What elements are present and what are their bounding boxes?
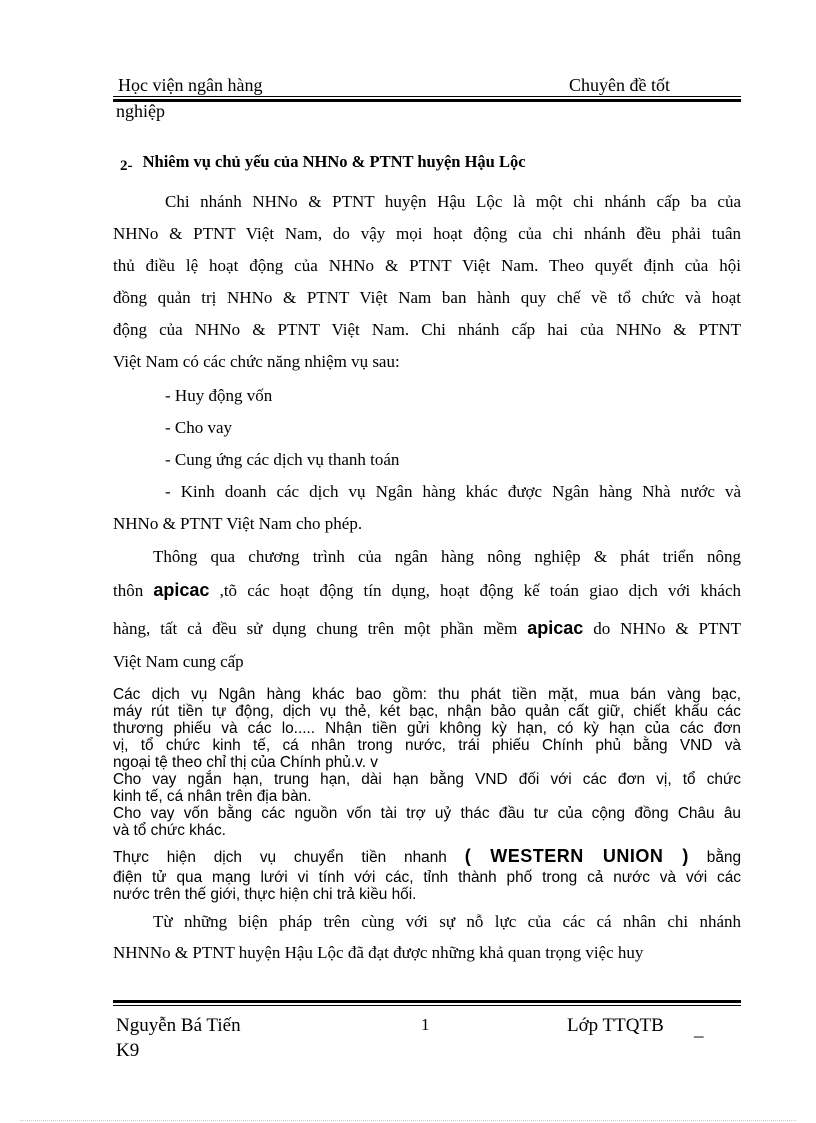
services-line: thương phiếu và các lo..... Nhận tiền gửi không kỳ hạn, có kỳ hạn của các đơn [113, 720, 741, 737]
footer-rule-thick [113, 1000, 741, 1003]
bullet-item: - Kinh doanh các dịch vụ Ngân hàng khác được Ngân hàng Nhà nước và [165, 482, 741, 501]
page-edge-dotted [20, 1120, 796, 1121]
loans-line: Cho vay ngắn hạn, trung hạn, dài hạn bằng VND đối với các đơn vị, tổ chức [113, 771, 741, 788]
foreign-line: và tổ chức khác. [113, 822, 226, 839]
para2-line: Việt Nam cung cấp [113, 652, 244, 671]
header-topic-wrap: nghiệp [116, 101, 165, 121]
western-line [113, 848, 741, 866]
western-text: bằng [688, 849, 742, 866]
footer-underscore: _ [694, 1019, 704, 1040]
western-line: điện tử qua mạng lưới vi tính với các, tỉnh thành phố trong cả nước và với các [113, 869, 741, 886]
services-line: ngoại tệ theo chỉ thị của Chính phủ.v. v [113, 754, 378, 771]
western-union-brand: ( WESTERN UNION ) [464, 846, 689, 866]
western-line: nước trên thế giới, thực hiện chi trả kiều hối. [113, 886, 417, 903]
footer-author-cont: K9 [116, 1040, 140, 1061]
para1-line: Chi nhánh NHNo & PTNT huyện Hậu Lộc là một chi nhánh cấp ba của [165, 192, 741, 211]
header-rule-thin [113, 96, 741, 97]
bullet-item: - Cho vay [165, 418, 233, 437]
para1-line: đồng quản trị NHNo & PTNT Việt Nam ban hành quy chế về tổ chức và hoạt [113, 288, 741, 307]
bullet-item: - Cung ứng các dịch vụ thanh toán [165, 450, 400, 469]
section-number: 2- [120, 158, 133, 174]
header-institution: Học viện ngân hàng [118, 75, 263, 95]
services-line: Các dịch vụ Ngân hàng khác bao gồm: thu phát tiền mặt, mua bán vàng bạc, [113, 686, 741, 703]
para2-text: ,tõ các hoạt động tín dụng, hoạt động kế toán giao dịch với khách [209, 581, 741, 600]
conclusion-line: NHNNo & PTNT huyện Hậu Lộc đã đạt được những khả quan trọng việc huy [113, 943, 644, 962]
para1-line: NHNo & PTNT Việt Nam, do vậy mọi hoạt động của chi nhánh đều phải tuân [113, 224, 741, 243]
apicac-term: apicac [153, 580, 210, 600]
header-topic: Chuyên đề tốt [569, 75, 670, 95]
para1-line: Việt Nam có các chức năng nhiệm vụ sau: [113, 352, 400, 371]
conclusion-line: Từ những biện pháp trên cùng với sự nỗ lực của các cá nhân chi nhánh [153, 912, 741, 931]
para2-text: thôn [113, 581, 154, 600]
bullet-continuation: NHNo & PTNT Việt Nam cho phép. [113, 514, 363, 533]
services-line: máy rút tiền tự động, dịch vụ thẻ, két bạc, nhận bảo quản cất giữ, chiết khấu các [113, 703, 741, 720]
para2-text: hàng, tất cả đều sử dụng chung trên một phần mềm [113, 619, 528, 638]
foreign-line: Cho vay vốn bằng các nguồn vốn tài trợ uỷ thác đầu tư của cộng đồng Châu âu [113, 805, 741, 822]
loans-line: kinh tế, cá nhân trên địa bàn. [113, 788, 312, 805]
footer-class: Lớp TTQTB [567, 1015, 664, 1036]
footer-rule-thin [113, 1005, 741, 1006]
section-title [120, 152, 526, 172]
para2-line [113, 580, 741, 601]
para2-line: Thông qua chương trình của ngân hàng nông nghiệp & phát triển nông [153, 547, 741, 566]
page-number: 1 [421, 1015, 430, 1034]
bullet-item: - Huy động vốn [165, 386, 273, 405]
para1-line: thủ điều lệ hoạt động của NHNo & PTNT Việt Nam. Theo quyết định của hội [113, 256, 741, 275]
apicac-term: apicac [527, 618, 584, 638]
header-rule-thick [113, 99, 741, 102]
para2-line [113, 618, 741, 639]
footer-author: Nguyễn Bá Tiến [116, 1015, 241, 1036]
para1-line: động của NHNo & PTNT Việt Nam. Chi nhánh cấp hai của NHNo & PTNT [113, 320, 741, 339]
services-line: vị, tổ chức kinh tế, cá nhân trong nước, trái phiếu Chính phủ bằng VND và [113, 737, 741, 754]
section-title-text: Nhiêm vụ chủ yếu của NHNo & PTNT huyện Hậu Lộc [142, 152, 526, 171]
para2-text: do NHNo & PTNT [583, 619, 741, 638]
western-text: Thực hiện dịch vụ chuyển tiền nhanh [113, 849, 465, 866]
